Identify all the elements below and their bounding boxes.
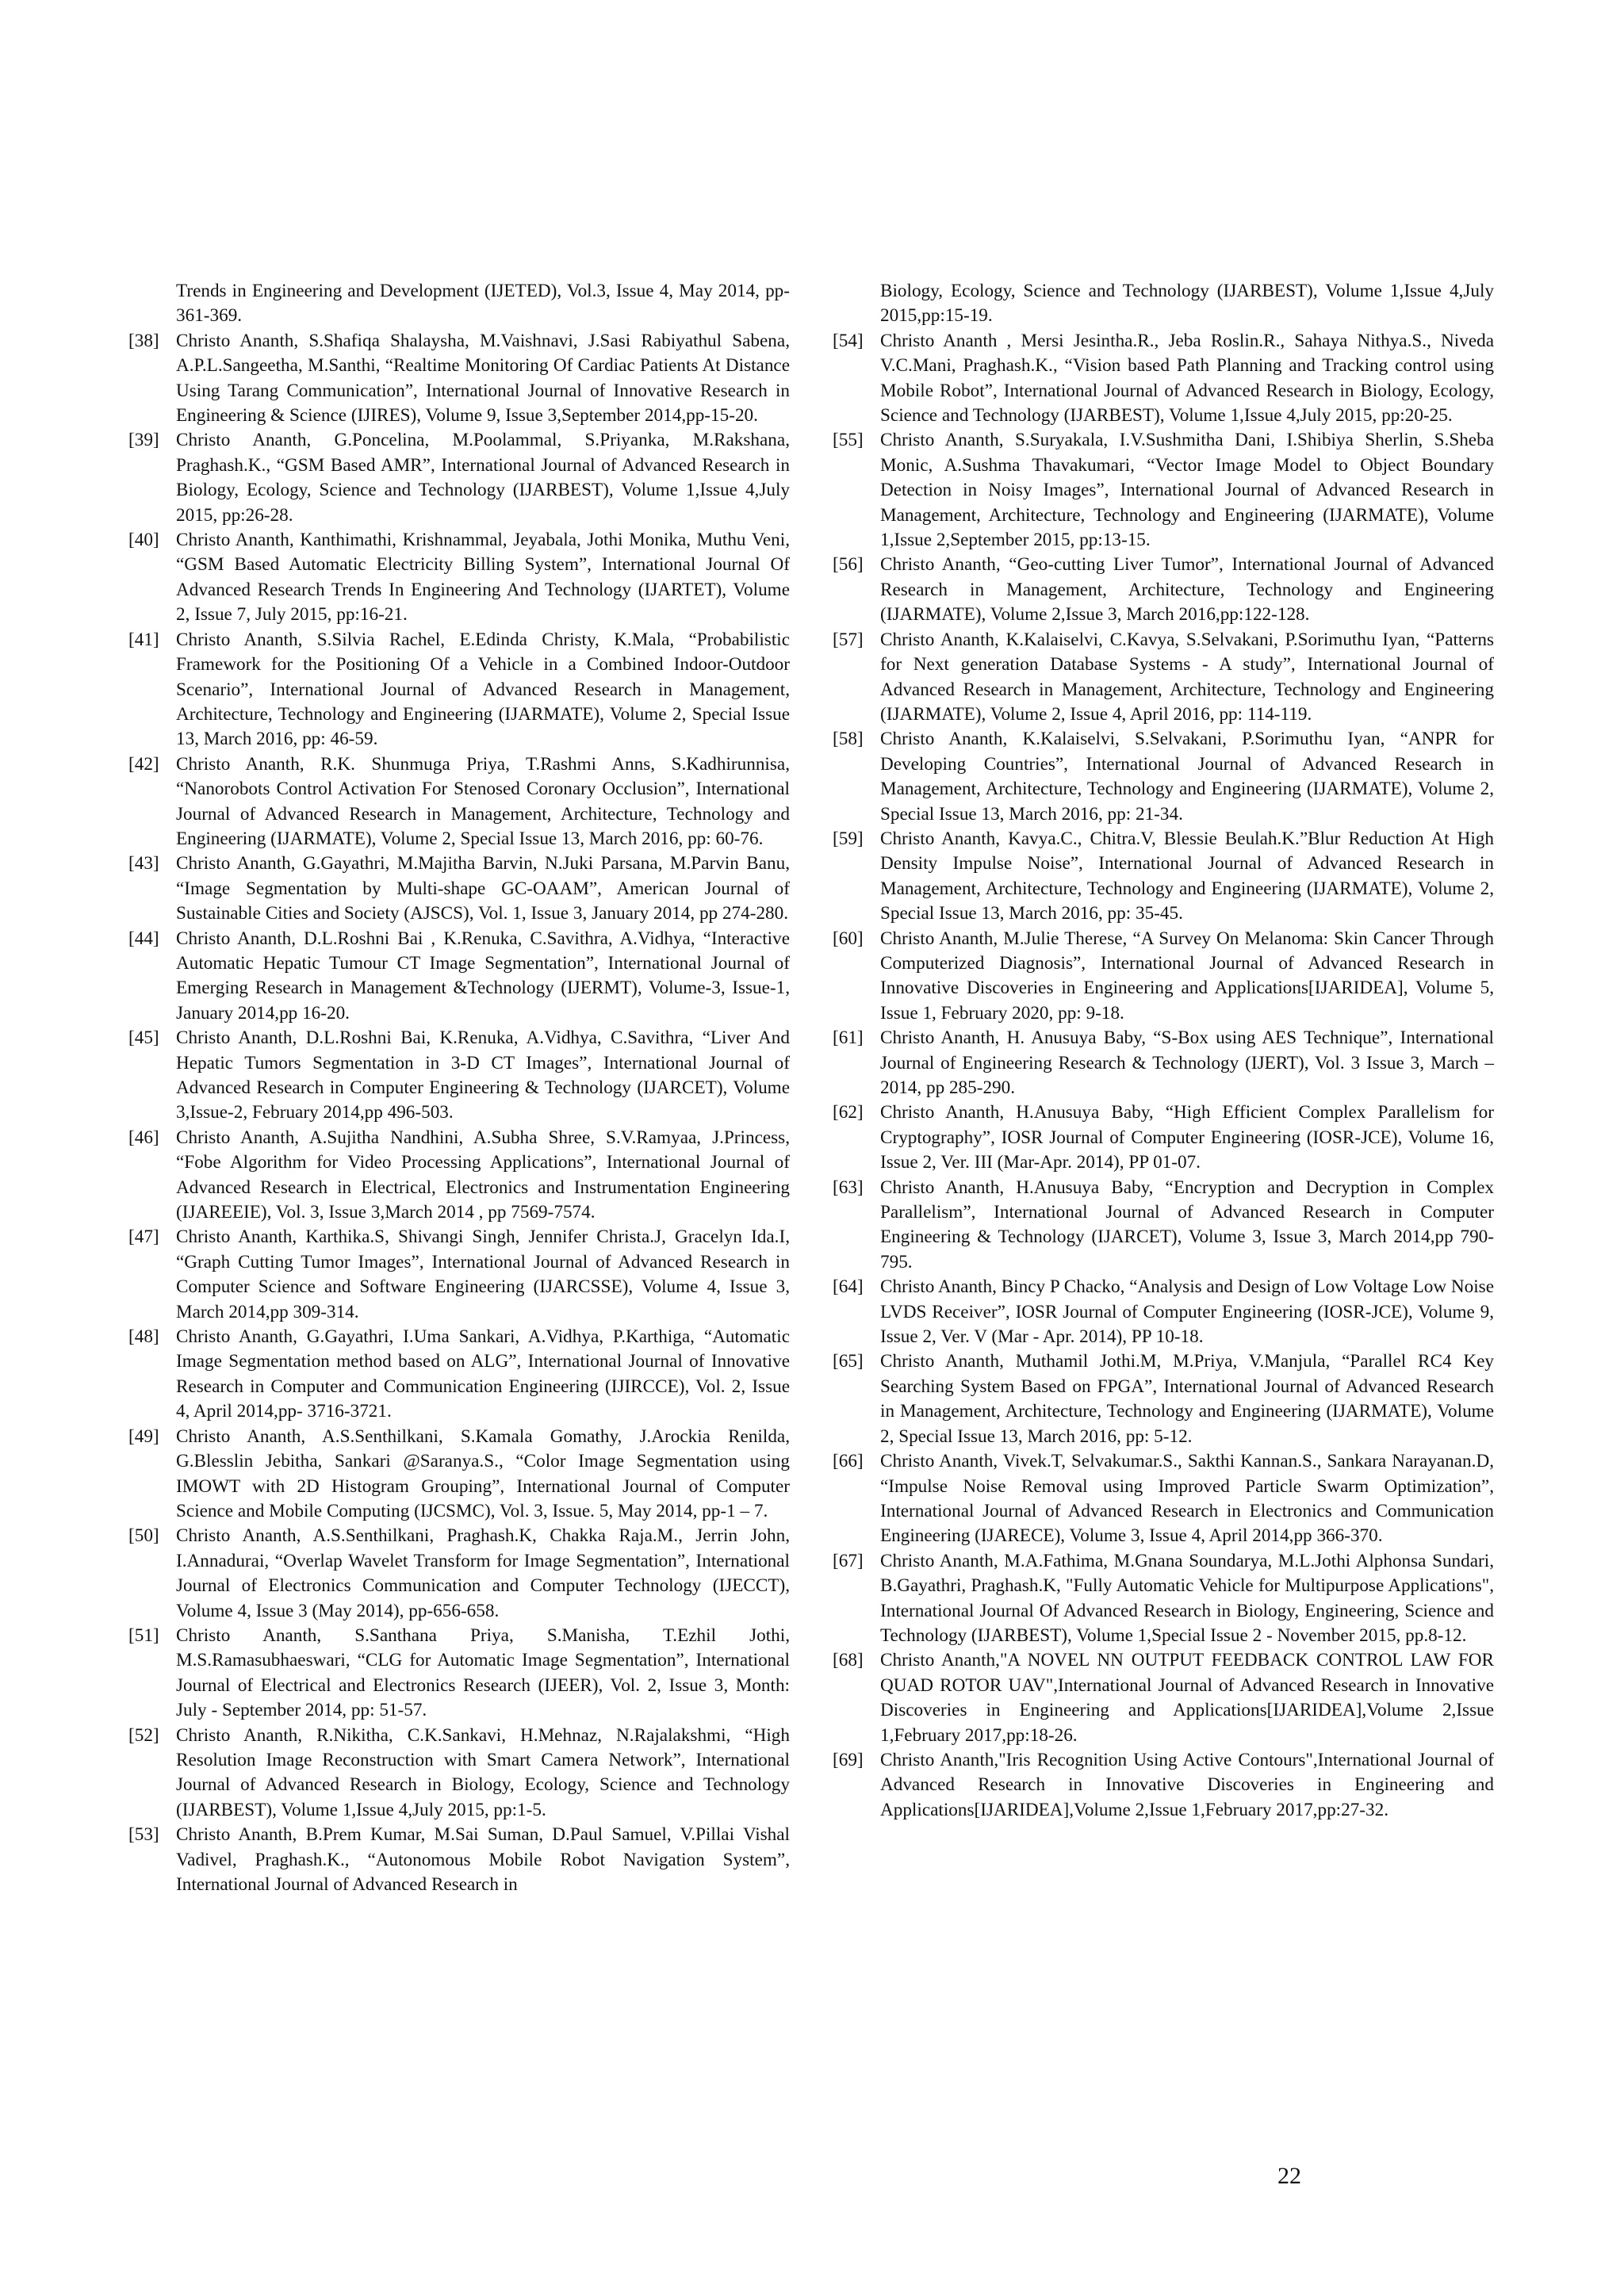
reference-text: Christo Ananth, K.Kalaiselvi, C.Kavya, S.Selvakani, P.Sorimuthu Iyan, “Patterns for Next generation Database Systems - A study”, International Journal of Advanced Research in Management, Architecture, Technology and Engineering (IJARMATE), Volume 2, Issue 4, April 2016, pp: 114-119.	[880, 629, 1494, 725]
reference-number: [57]	[833, 629, 864, 650]
reference-text: Christo Ananth,"A NOVEL NN OUTPUT FEEDBACK CONTROL LAW FOR QUAD ROTOR UAV",International Journal of Advanced Research in Innovative Discoveries in Engineering and Applications[IJARIDEA],Volume 2,Issue 1,February 2017,pp:18-26.	[880, 1650, 1494, 1746]
reference-number: [54]	[833, 330, 864, 351]
reference-entry	[833, 1275, 1494, 1349]
reference-entry	[833, 827, 1494, 927]
reference-number: [56]	[833, 554, 864, 576]
reference-text: Christo Ananth, M.A.Fathima, M.Gnana Soundarya, M.L.Jothi Alphonsa Sundari, B.Gayathri, Praghash.K, "Fully Automatic Vehicle for Multipurpose Applications", International Journal Of Advanced Research in Biology, Engineering, Science and Technology (IJARBEST), Volume 1,Special Issue 2 - November 2015, pp.8-12.	[880, 1550, 1494, 1646]
reference-number: [55]	[833, 430, 864, 451]
reference-text: Christo Ananth, H. Anusuya Baby, “S-Box using AES Technique”, International Journal of Engineering Research & Technology (IJERT), Vol. 3 Issue 3, March – 2014, pp 285-290.	[880, 1027, 1494, 1098]
reference-number: [39]	[128, 430, 159, 451]
reference-entry	[833, 1349, 1494, 1449]
reference-entry	[833, 628, 1494, 728]
reference-number: [66]	[833, 1451, 864, 1472]
reference-number: [58]	[833, 729, 864, 750]
reference-entry	[128, 428, 790, 528]
reference-text: Christo Ananth, D.L.Roshni Bai, K.Renuka, A.Vidhya, C.Savithra, “Liver And Hepatic Tumors Segmentation in 3-D CT Images”, International Journal of Advanced Research in Computer Engineering & Technology (IJARCET), Volume 3,Issue-2, February 2014,pp 496-503.	[176, 1027, 790, 1123]
reference-text: Christo Ananth, R.K. Shunmuga Priya, T.Rashmi Anns, S.Kadhirunnisa, “Nanorobots Control Activation For Stenosed Coronary Occlusion”, International Journal of Advanced Research in Management, Architecture, Technology and Engineering (IJARMATE), Volume 2, Special Issue 13, March 2016, pp: 60-76.	[176, 753, 790, 849]
reference-text: Christo Ananth,"Iris Recognition Using Active Contours",International Journal of Advanced Research in Innovative Discoveries in Engineering and Applications[IJARIDEA],Volume 2,Issue 1,February 2017,pp:27-32.	[880, 1749, 1494, 1820]
reference-text: Christo Ananth, K.Kalaiselvi, S.Selvakani, P.Sorimuthu Iyan, “ANPR for Developing Countries”, International Journal of Advanced Research in Management, Architecture, Technology and Engineering (IJARMATE), Volume 2, Special Issue 13, March 2016, pp: 21-34.	[880, 729, 1494, 825]
reference-entry	[833, 1026, 1494, 1100]
reference-text: Christo Ananth, B.Prem Kumar, M.Sai Suman, D.Paul Samuel, V.Pillai Vishal Vadivel, Praghash.K., “Autonomous Mobile Robot Navigation System”, International Journal of Advanced Research in	[176, 1824, 790, 1895]
reference-text: Christo Ananth, Kanthimathi, Krishnammal, Jeyabala, Jothi Monika, Muthu Veni, “GSM Based Automatic Electricity Billing System”, International Journal Of Advanced Research Trends In Engineering And Technology (IJARTET), Volume 2, Issue 7, July 2015, pp:16-21.	[176, 530, 790, 626]
reference-text: Christo Ananth, Karthika.S, Shivangi Singh, Jennifer Christa.J, Gracelyn Ida.I, “Graph Cutting Tumor Images”, International Journal of Advanced Research in Computer Science and Software Engineering (IJARCSSE), Volume 4, Issue 3, March 2014,pp 309-314.	[176, 1226, 790, 1322]
reference-continuation: Biology, Ecology, Science and Technology (IJARBEST), Volume 1,Issue 4,July 2015,pp:15-19.	[880, 281, 1494, 327]
reference-entry	[128, 1225, 790, 1325]
left-column	[128, 279, 790, 1897]
reference-entry	[128, 927, 790, 1027]
reference-text: Christo Ananth, H.Anusuya Baby, “High Efficient Complex Parallelism for Cryptography”, IOSR Journal of Computer Engineering (IOSR-JCE), Volume 16, Issue 2, Ver. III (Mar-Apr. 2014), PP 01-07.	[880, 1102, 1494, 1173]
reference-entry	[833, 329, 1494, 429]
reference-number: [40]	[128, 530, 159, 551]
reference-number: [38]	[128, 330, 159, 351]
reference-entry	[128, 1724, 790, 1823]
reference-number: [42]	[128, 753, 159, 775]
reference-text: Christo Ananth, S.Silvia Rachel, E.Edinda Christy, K.Mala, “Probabilistic Framework for the Positioning Of a Vehicle in a Combined Indoor-Outdoor Scenario”, International Journal of Advanced Research in Management, Architecture, Technology and Engineering (IJARMATE), Volume 2, Special Issue 13, March 2016, pp: 46-59.	[176, 629, 790, 750]
reference-number: [63]	[833, 1177, 864, 1198]
reference-number: [69]	[833, 1749, 864, 1770]
reference-text: Christo Ananth, A.S.Senthilkani, Praghash.K, Chakka Raja.M., Jerrin John, I.Annadurai, “Overlap Wavelet Transform for Image Segmentation”, International Journal of Electronics Communication and Computer Technology (IJECCT), Volume 4, Issue 3 (May 2014), pp-656-658.	[176, 1525, 790, 1621]
reference-entry	[128, 1524, 790, 1624]
reference-entry	[128, 1325, 790, 1425]
reference-number: [41]	[128, 629, 159, 650]
reference-number: [50]	[128, 1525, 159, 1547]
reference-text: Christo Ananth, M.Julie Therese, “A Survey On Melanoma: Skin Cancer Through Computerized Diagnosis”, International Journal of Advanced Research in Innovative Discoveries in Engineering and Applications[IJARIDEA], Volume 5, Issue 1, February 2020, pp: 9-18.	[880, 928, 1494, 1024]
reference-entry	[128, 1026, 790, 1126]
reference-entry	[833, 727, 1494, 827]
reference-text: Christo Ananth, Bincy P Chacko, “Analysis and Design of Low Voltage Low Noise LVDS Receiver”, IOSR Journal of Computer Engineering (IOSR-JCE), Volume 9, Issue 2, Ver. V (Mar - Apr. 2014), PP 10-18.	[880, 1276, 1494, 1348]
reference-number: [67]	[833, 1550, 864, 1571]
right-column	[833, 279, 1494, 1823]
reference-entry	[833, 1549, 1494, 1649]
page-number: 22	[1277, 2163, 1301, 2189]
reference-number: [43]	[128, 853, 159, 874]
reference-continuation: Trends in Engineering and Development (IJETED), Vol.3, Issue 4, May 2014, pp-361-369.	[176, 281, 790, 327]
reference-number: [68]	[833, 1650, 864, 1671]
reference-number: [48]	[128, 1326, 159, 1348]
reference-text: Christo Ananth, G.Poncelina, M.Poolammal, S.Priyanka, M.Rakshana, Praghash.K., “GSM Based AMR”, International Journal of Advanced Research in Biology, Ecology, Science and Technology (IJARBEST), Volume 1,Issue 4,July 2015, pp:26-28.	[176, 430, 790, 526]
reference-number: [60]	[833, 928, 864, 949]
reference-text: Christo Ananth, A.S.Senthilkani, S.Kamala Gomathy, J.Arockia Renilda, G.Blesslin Jebitha, Sankari @Saranya.S., “Color Image Segmentation using IMOWT with 2D Histogram Grouping”, International Journal of Computer Science and Mobile Computing (IJCSMC), Vol. 3, Issue. 5, May 2014, pp-1 – 7.	[176, 1425, 790, 1521]
reference-entry	[128, 628, 790, 752]
reference-text: Christo Ananth, “Geo-cutting Liver Tumor”, International Journal of Advanced Research in Management, Architecture, Technology and Engineering (IJARMATE), Volume 2,Issue 3, March 2016,pp:122-128.	[880, 554, 1494, 626]
reference-number: [62]	[833, 1102, 864, 1123]
reference-text: Christo Ananth, S.Suryakala, I.V.Sushmitha Dani, I.Shibiya Sherlin, S.Sheba Monic, A.Sushma Thavakumari, “Vector Image Model to Object Boundary Detection in Noisy Images”, International Journal of Advanced Research in Management, Architecture, Technology and Engineering (IJARMATE), Volume 1,Issue 2,September 2015, pp:13-15.	[880, 430, 1494, 551]
reference-text: Christo Ananth, Kavya.C., Chitra.V, Blessie Beulah.K.”Blur Reduction At High Density Impulse Noise”, International Journal of Advanced Research in Management, Architecture, Technology and Engineering (IJARMATE), Volume 2, Special Issue 13, March 2016, pp: 35-45.	[880, 828, 1494, 924]
reference-number: [45]	[128, 1027, 159, 1049]
reference-number: [59]	[833, 828, 864, 849]
reference-text: Christo Ananth, A.Sujitha Nandhini, A.Subha Shree, S.V.Ramyaa, J.Princess, “Fobe Algorithm for Video Processing Applications”, International Journal of Advanced Research in Electrical, Electronics and Instrumentation Engineering (IJAREEIE), Vol. 3, Issue 3,March 2014 , pp 7569-7574.	[176, 1127, 790, 1223]
reference-number: [49]	[128, 1425, 159, 1447]
reference-entry	[128, 1823, 790, 1897]
reference-number: [61]	[833, 1027, 864, 1049]
reference-entry	[833, 428, 1494, 553]
reference-entry	[833, 1648, 1494, 1748]
reference-entry	[128, 752, 790, 852]
reference-text: Christo Ananth, G.Gayathri, I.Uma Sankari, A.Vidhya, P.Karthiga, “Automatic Image Segmentation method based on ALG”, International Journal of Innovative Research in Computer and Communication Engineering (IJIRCCE), Vol. 2, Issue 4, April 2014,pp- 3716-3721.	[176, 1326, 790, 1422]
reference-entry	[833, 553, 1494, 627]
reference-number: [65]	[833, 1351, 864, 1372]
reference-number: [52]	[128, 1724, 159, 1746]
reference-text: Christo Ananth, S.Santhana Priya, S.Manisha, T.Ezhil Jothi, M.S.Ramasubhaeswari, “CLG for Automatic Image Segmentation”, International Journal of Electrical and Electronics Research (IJEER), Vol. 2, Issue 3, Month: July - September 2014, pp: 51-57.	[176, 1624, 790, 1721]
reference-entry	[833, 1449, 1494, 1549]
reference-text: Christo Ananth, D.L.Roshni Bai , K.Renuka, C.Savithra, A.Vidhya, “Interactive Automatic Hepatic Tumour CT Image Segmentation”, International Journal of Emerging Research in Management &Technology (IJERMT), Volume-3, Issue-1, January 2014,pp 16-20.	[176, 928, 790, 1024]
reference-entry	[833, 927, 1494, 1027]
reference-entry	[128, 1126, 790, 1226]
reference-number: [44]	[128, 928, 159, 949]
reference-entry	[833, 1748, 1494, 1823]
reference-text: Christo Ananth, H.Anusuya Baby, “Encryption and Decryption in Complex Parallelism”, International Journal of Advanced Research in Computer Engineering & Technology (IJARCET), Volume 3, Issue 3, March 2014,pp 790-795.	[880, 1177, 1494, 1272]
reference-text: Christo Ananth, S.Shafiqa Shalaysha, M.Vaishnavi, J.Sasi Rabiyathul Sabena, A.P.L.Sangeetha, M.Santhi, “Realtime Monitoring Of Cardiac Patients At Distance Using Tarang Communication”, International Journal of Innovative Research in Engineering & Science (IJIRES), Volume 9, Issue 3,September 2014,pp-15-20.	[176, 330, 790, 427]
reference-number: [46]	[128, 1127, 159, 1148]
reference-entry	[128, 1624, 790, 1724]
reference-entry	[833, 1100, 1494, 1175]
reference-number: [47]	[128, 1226, 159, 1248]
reference-text: Christo Ananth , Mersi Jesintha.R., Jeba Roslin.R., Sahaya Nithya.S., Niveda V.C.Mani, Praghash.K., “Vision based Path Planning and Tracking control using Mobile Robot”, International Journal of Advanced Research in Biology, Ecology, Science and Technology (IJARBEST), Volume 1,Issue 4,July 2015, pp:20-25.	[880, 330, 1494, 427]
reference-text: Christo Ananth, G.Gayathri, M.Majitha Barvin, N.Juki Parsana, M.Parvin Banu, “Image Segmentation by Multi-shape GC-OAAM”, American Journal of Sustainable Cities and Society (AJSCS), Vol. 1, Issue 3, January 2014, pp 274-280.	[176, 853, 790, 924]
reference-number: [51]	[128, 1624, 159, 1646]
reference-number: [64]	[833, 1276, 864, 1298]
reference-text: Christo Ananth, Muthamil Jothi.M, M.Priya, V.Manjula, “Parallel RC4 Key Searching System Based on FPGA”, International Journal of Advanced Research in Management, Architecture, Technology and Engineering (IJARMATE), Volume 2, Special Issue 13, March 2016, pp: 5-12.	[880, 1351, 1494, 1447]
reference-text: Christo Ananth, Vivek.T, Selvakumar.S., Sakthi Kannan.S., Sankara Narayanan.D, “Impulse Noise Removal using Improved Particle Swarm Optimization”, International Journal of Advanced Research in Electronics and Communication Engineering (IJARECE), Volume 3, Issue 4, April 2014,pp 366-370.	[880, 1451, 1494, 1547]
reference-entry	[128, 1425, 790, 1525]
reference-number: [53]	[128, 1824, 159, 1846]
reference-entry	[128, 528, 790, 628]
reference-entry	[128, 851, 790, 926]
reference-entry	[833, 1176, 1494, 1276]
reference-text: Christo Ananth, R.Nikitha, C.K.Sankavi, H.Mehnaz, N.Rajalakshmi, “High Resolution Image Reconstruction with Smart Camera Network”, International Journal of Advanced Research in Biology, Ecology, Science and Technology (IJARBEST), Volume 1,Issue 4,July 2015, pp:1-5.	[176, 1724, 790, 1820]
reference-entry	[128, 329, 790, 429]
